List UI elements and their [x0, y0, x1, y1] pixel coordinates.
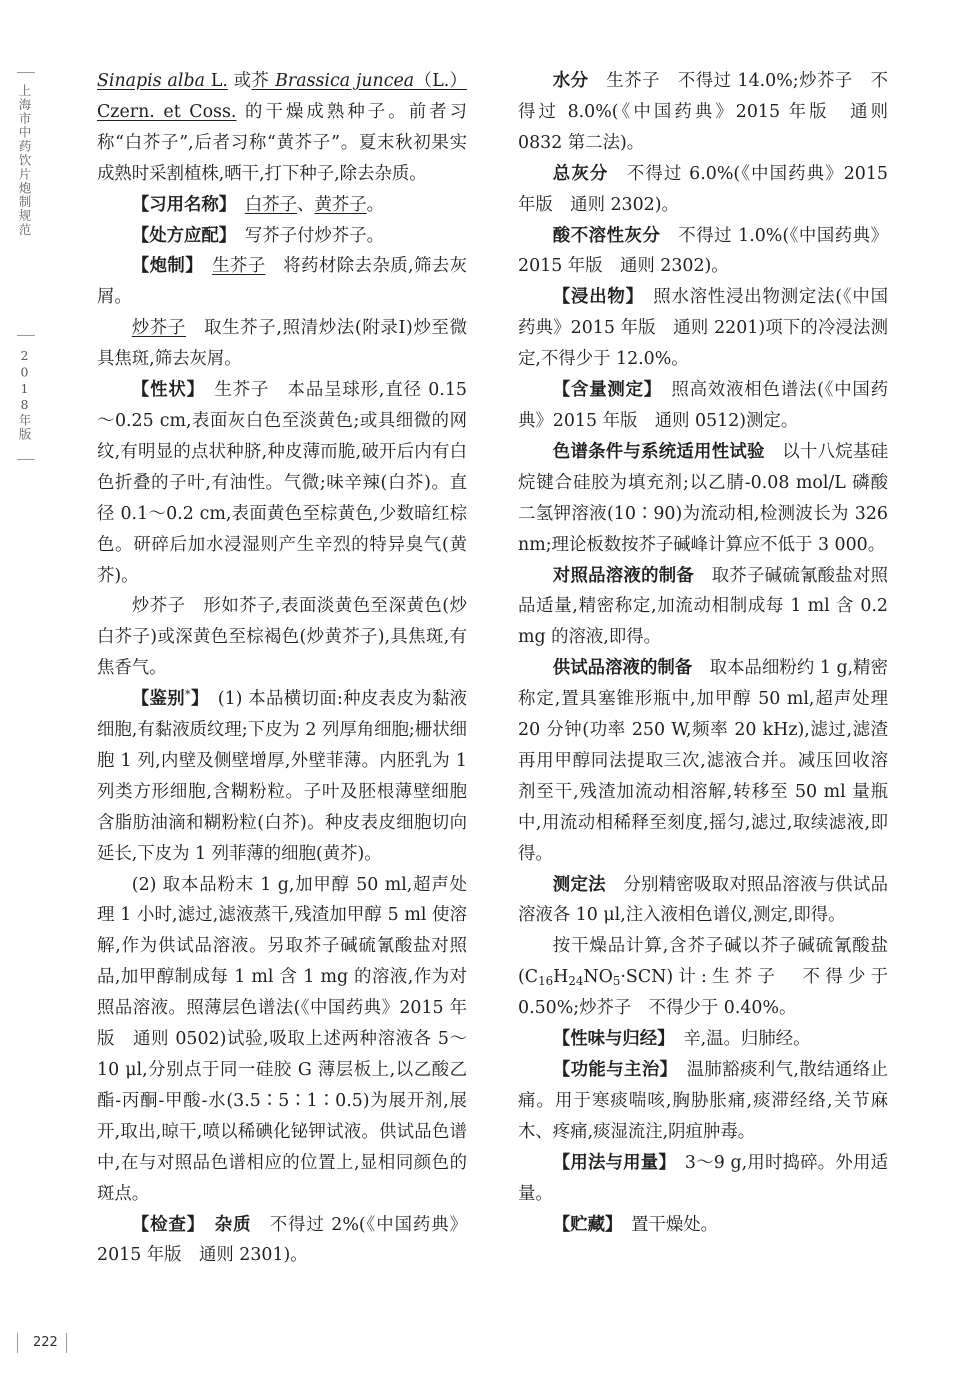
text-run: 照高效液相色谱法(《中国药典》2015 年版 通则 0512)测定。 [518, 380, 888, 431]
paragraph [97, 375, 467, 591]
running-head-rule-top [17, 72, 35, 73]
text-run: 生芥子 不得过 14.0%;炒芥子 不得过 8.0%(《中国药典》2015 年版 通则 0832 第二法)。 [518, 71, 888, 153]
text-run: (1) 本品横切面:种皮表皮为黏液细胞,有黏液质纹理;下皮为 2 列厚角细胞;栅状细胞 1 列,内壁及侧壁增厚,外壁菲薄。内胚乳为 1 列类方形细胞,含糊粉粒。子叶及胚根薄壁细胞含脂肪油滴和糊粉粒(白芥)。种皮表皮细胞切向延长,下皮为 1 列菲薄的细胞(黄芥)。 [97, 689, 467, 864]
section-heading: 水分 [552, 71, 589, 91]
text-run: 按干燥品计算,含芥子碱以芥子碱硫氰酸盐(C [518, 936, 888, 988]
left-column [97, 66, 467, 1271]
paragraph [518, 653, 888, 869]
paragraph [97, 1210, 467, 1272]
text-run: 黄芥子 [314, 194, 367, 215]
text-run: 不得过 1.0%(《中国药典》2015 年版 通则 2302)。 [518, 225, 888, 277]
text-run: NO [583, 967, 613, 988]
section-heading: 供试品溶液的制备 [552, 658, 693, 679]
paragraph [518, 870, 888, 932]
section-heading: 对照品溶液的制备 [552, 565, 695, 586]
text-run: 炒芥子 形如芥子,表面淡黄色至深黄色(炒白芥子)或深黄色至棕褐色(炒黄芥子),具焦斑,有焦香气。 [97, 596, 467, 679]
footer-rule-right [66, 1333, 67, 1353]
text-run: 取生芥子,照清炒法(附录Ⅰ)炒至微具焦斑,筛去灰屑。 [97, 318, 467, 370]
text-run: 以十八烷基硅烷键合硅胶为填充剂;以乙腈-0.08 mol/L 磷酸二氢钾溶液(10∶90)为流动相,检测波长为 326 nm;理论板数按芥子碱峰计算应不低于 3 000。 [518, 441, 888, 555]
section-heading: 【性味与归经】 [552, 1029, 666, 1050]
section-heading: 色谱条件与系统适用性试验 [552, 441, 765, 462]
text-run: （L.） [414, 71, 468, 91]
running-head-edition: 2018年版 [17, 348, 32, 442]
text-run: 写芥子付炒芥子。 [227, 225, 384, 246]
text-run: 照水溶性浸出物测定法(《中国药典》2015 年版 通则 2201)项下的冷浸法测定,不得少于 12.0%。 [518, 287, 888, 370]
section-heading: 测定法 [552, 874, 606, 895]
text-run: 置干燥处。 [613, 1214, 719, 1235]
text-run: 24 [568, 974, 584, 989]
text-run: (2) 取本品粉末 1 g,加甲醇 50 ml,超声处理 1 小时,滤过,滤液蒸干,残渣加甲醇 5 ml 使溶解,作为供试品溶液。另取芥子碱硫氰酸盐对照品,加甲醇制成每 1 ml 含 1 mg 的溶液,作为对照品溶液。照薄层色谱法(《中国药典》2015 年版 通则 0502)试验,吸取上述两种溶液各 5～10 μl,分别点于同一硅胶 G 薄层板上,以乙酸乙酯-丙酮-甲酸-水(3.5∶5∶1∶0.5)为展开剂,展开,取出,晾干,喷以稀碘化铋钾试液。供试品色谱中,在与对照品色谱相应的位置上,显相同颜色的斑点。 [97, 874, 467, 1204]
text-run: 。 [366, 194, 385, 215]
section-heading: 【处方应配】 [131, 225, 228, 246]
text-run: 不得过 2%(《中国药典》2015 年版 通则 2301)。 [97, 1214, 467, 1266]
text-run: 16 [538, 974, 554, 989]
section-heading: 【功能与主治】 [552, 1060, 669, 1080]
text-run: 取本品细粉约 1 g,精密称定,置具塞锥形瓶中,加甲醇 50 ml,超声处理 20 分钟(功率 250 W,频率 20 kHz),滤过,滤渣再用甲醇同法提取三次,滤液合并。减压回收溶剂至干,残渣加流动相溶解,转移至 50 ml 量瓶中,用流动相稀释至刻度,摇匀,滤过,取续滤液,即得。 [518, 658, 888, 864]
paragraph [518, 1055, 888, 1148]
text-run: 白芥子 [244, 194, 298, 215]
text-run: 生芥子 [212, 256, 266, 277]
section-heading: 【贮藏】 [552, 1214, 614, 1235]
paragraph [518, 437, 888, 561]
paragraph [97, 66, 467, 190]
text-run [227, 195, 244, 215]
text-run: 温肺豁痰利气,散结通络止痛。用于寒痰喘咳,胸胁胀痛,痰滞经络,关节麻木、疼痛,痰湿流注,阴疽肿毒。 [518, 1060, 888, 1142]
running-head-rule-bottom [17, 459, 35, 460]
paragraph [97, 870, 467, 1210]
paragraph [97, 684, 467, 869]
text-run: Sinapis alba [97, 71, 205, 91]
text-run: 辛,温。归肺经。 [665, 1029, 811, 1050]
text-run: ·SCN)计:生芥子 不得少于 0.50%;炒芥子 不得少于 0.40%。 [518, 967, 888, 1019]
text-run: 芥 [251, 71, 276, 91]
text-run: 5 [612, 974, 621, 989]
paragraph [518, 931, 888, 1024]
paragraph [518, 66, 888, 159]
text-run: 3～9 g,用时捣碎。外用适量。 [518, 1152, 888, 1204]
section-heading: 【含量测定】 [552, 380, 654, 401]
paragraph [518, 282, 888, 375]
footer-rule-left [17, 1333, 18, 1353]
running-head-rule-middle [17, 335, 35, 336]
section-heading: 【用法与用量】 [552, 1152, 668, 1173]
paragraph [518, 375, 888, 437]
text-run: * [185, 687, 191, 701]
running-head-title: 上海市中药饮片炮制规范 [17, 84, 32, 237]
paragraph [518, 1210, 888, 1241]
text-run: 或 [227, 71, 252, 91]
paragraph [518, 561, 888, 654]
text-run: Brassica juncea [275, 71, 415, 91]
paragraph [518, 1024, 888, 1055]
section-heading: 【习用名称】 [131, 194, 228, 215]
paragraph [97, 591, 467, 684]
section-heading: 】 [190, 689, 201, 710]
text-run: 炒芥子 [131, 318, 187, 339]
section-heading: 总灰分 [552, 163, 609, 184]
paragraph [518, 159, 888, 221]
section-heading: 杂质 [214, 1214, 252, 1235]
paragraph [97, 190, 467, 221]
text-run: 生芥子 本品呈球形,直径 0.15～0.25 cm,表面灰白色至淡黄色;或具细微的网纹,有明显的点状种脐,种皮薄而脆,破开后内有白色折叠的子叶,有油性。气微;味辛辣(白芥)。直径 0.1～0.2 cm,表面黄色至棕黄色,少数暗红棕色。研碎后加水浸湿则产生辛烈的特异臭气(黄芥)。 [97, 380, 467, 586]
page-number: 222 [33, 1335, 58, 1350]
paragraph [97, 251, 467, 313]
text-run: 分别精密吸取对照品溶液与供试品溶液各 10 μl,注入液相色谱仪,测定,即得。 [518, 874, 888, 926]
text-run: 不得过 6.0%(《中国药典》2015 年版 通则 2302)。 [518, 163, 888, 215]
section-heading: 【炮制】 [131, 256, 195, 277]
section-heading: 酸不溶性灰分 [552, 225, 661, 246]
text-run [196, 1215, 214, 1235]
paragraph [518, 221, 888, 283]
text-run: L. [204, 71, 228, 91]
paragraph [518, 1148, 888, 1210]
section-heading: 【检查】 [131, 1214, 197, 1235]
text-run: H [553, 967, 569, 988]
paragraph [97, 313, 467, 375]
section-heading: 【性状】 [131, 380, 197, 401]
section-heading: 【鉴别 [131, 689, 186, 710]
text-run: 取芥子碱硫氰酸盐对照品适量,精密称定,加流动相制成每 1 ml 含 0.2 mg 的溶液,即得。 [518, 565, 888, 648]
text-run: 、 [297, 194, 315, 215]
text-run [194, 256, 212, 276]
text-run: Czern. et Coss. [97, 101, 237, 122]
text-run: 将药材除去杂质,筛去灰屑。 [97, 256, 467, 308]
section-heading: 【浸出物】 [552, 287, 636, 308]
text-run: 的干燥成熟种子。前者习称“白芥子”,后者习称“黄芥子”。夏末秋初果实成熟时采割植株,晒干,打下种子,除去杂质。 [97, 101, 468, 184]
paragraph [97, 221, 467, 252]
right-column [518, 66, 888, 1240]
